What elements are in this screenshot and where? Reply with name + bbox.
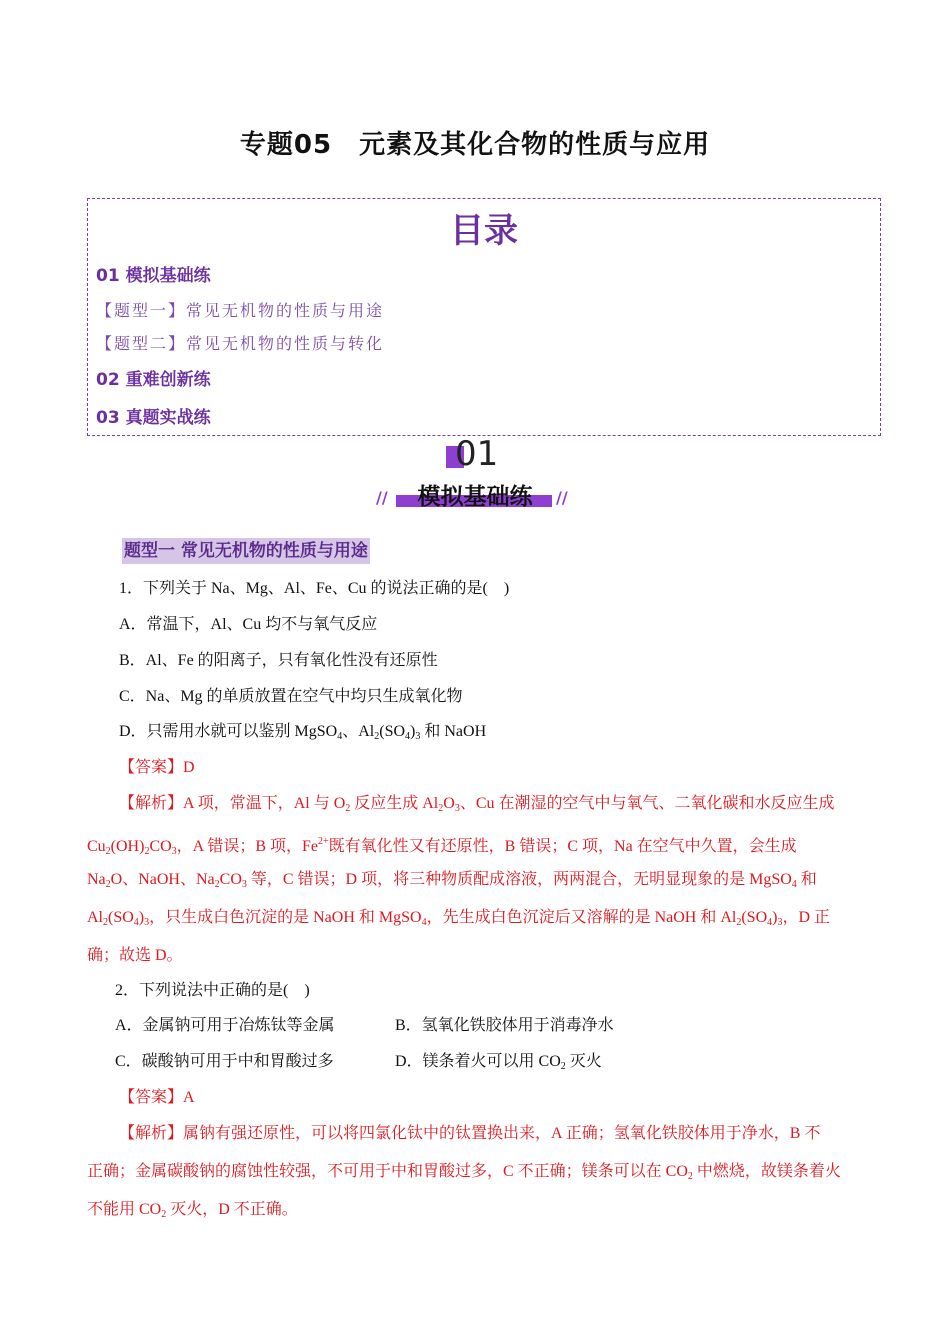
banner-label: 模拟基础练 (417, 484, 533, 510)
question-2-option-b: B．氢氧化铁胶体用于消毒净水 (395, 1017, 614, 1034)
toc-link-section-02[interactable]: 02 重难创新练 (96, 370, 211, 390)
toc-link-type-1[interactable]: 【题型一】常见无机物的性质与用途 (96, 301, 385, 320)
page-title: 专题05 元素及其化合物的性质与应用 (239, 130, 711, 160)
question-2-answer: 【答案】A (119, 1089, 195, 1106)
banner-deco-right: // (556, 488, 568, 507)
question-1-answer: 【答案】D (119, 759, 195, 776)
question-2-analysis-line-3: 不能用 $CO_2$ 灭火，D 不正确。 (87, 1201, 298, 1220)
toc-link-type-2[interactable]: 【题型二】常见无机物的性质与转化 (96, 334, 385, 353)
question-1-option-c: C．Na、Mg 的单质放置在空气中均只生成氧化物 (119, 688, 463, 705)
section-banner (360, 432, 590, 518)
banner-number: 01 (455, 434, 499, 474)
banner-deco-left: // (376, 488, 388, 507)
question-1-analysis-line-3: $Na_2O$、NaOH、$Na_2CO_3$ 等，C 错误；D 项，将三种物质配成溶液，两两混合，无明显现象的是 MgSO$_4$ 和 (87, 871, 817, 890)
question-type-heading: 题型一 常见无机物的性质与用途 (122, 538, 370, 564)
question-2-option-d: D．镁条着火可以用 $CO_2$ 灭火 (395, 1053, 602, 1072)
question-1-analysis-line-2: $Cu_2(OH)_2CO_3$，A 错误；B 项，$Fe^{2+}$既有氧化性又有还原性，B 错误；C 项，Na 在空气中久置，会生成 (87, 836, 797, 857)
toc-link-section-03[interactable]: 03 真题实战练 (96, 408, 211, 428)
table-of-contents (87, 198, 881, 436)
question-2-analysis-line-2: 正确；金属碳酸钠的腐蚀性较强，不可用于中和胃酸过多，C 不正确；镁条可以在 $CO_2$ 中燃烧，故镁条着火 (87, 1163, 841, 1182)
question-1-analysis-line-4: $Al_2(SO_4)_3$，只生成白色沉淀的是 NaOH 和 MgSO$_4$，先生成白色沉淀后又溶解的是 NaOH 和 $Al_2(SO_4)_3$，D 正 (87, 909, 831, 928)
question-1-stem: 1．下列关于 Na、Mg、Al、Fe、Cu 的说法正确的是( ) (119, 580, 510, 597)
toc-heading: 目录 (450, 211, 518, 251)
question-2-stem: 2．下列说法中正确的是( ) (115, 982, 310, 999)
question-1-analysis-line-1: 【解析】A 项，常温下，Al 与 $O_2$ 反应生成 $Al_2O_3$、Cu 在潮湿的空气中与氧气、二氧化碳和水反应生成 (119, 795, 835, 814)
question-1-option-a: A．常温下，Al、Cu 均不与氧气反应 (119, 616, 378, 633)
question-2-option-c: C．碳酸钠可用于中和胃酸过多 (115, 1053, 334, 1070)
question-1-option-d: D．只需用水就可以鉴别 MgSO$_4$、$Al_2(SO_4)_3$ 和 NaOH (119, 723, 487, 742)
question-1-analysis-line-5: 确；故选 D。 (87, 947, 183, 964)
question-2-option-a: A．金属钠可用于冶炼钛等金属 (115, 1017, 335, 1034)
question-2-analysis-line-1: 【解析】属钠有强还原性，可以将四氯化钛中的钛置换出来，A 正确；氢氧化铁胶体用于净水，B 不 (119, 1125, 821, 1142)
question-1-option-b: B．Al、Fe 的阳离子，只有氧化性没有还原性 (119, 652, 438, 669)
toc-link-section-01[interactable]: 01 模拟基础练 (96, 266, 211, 286)
